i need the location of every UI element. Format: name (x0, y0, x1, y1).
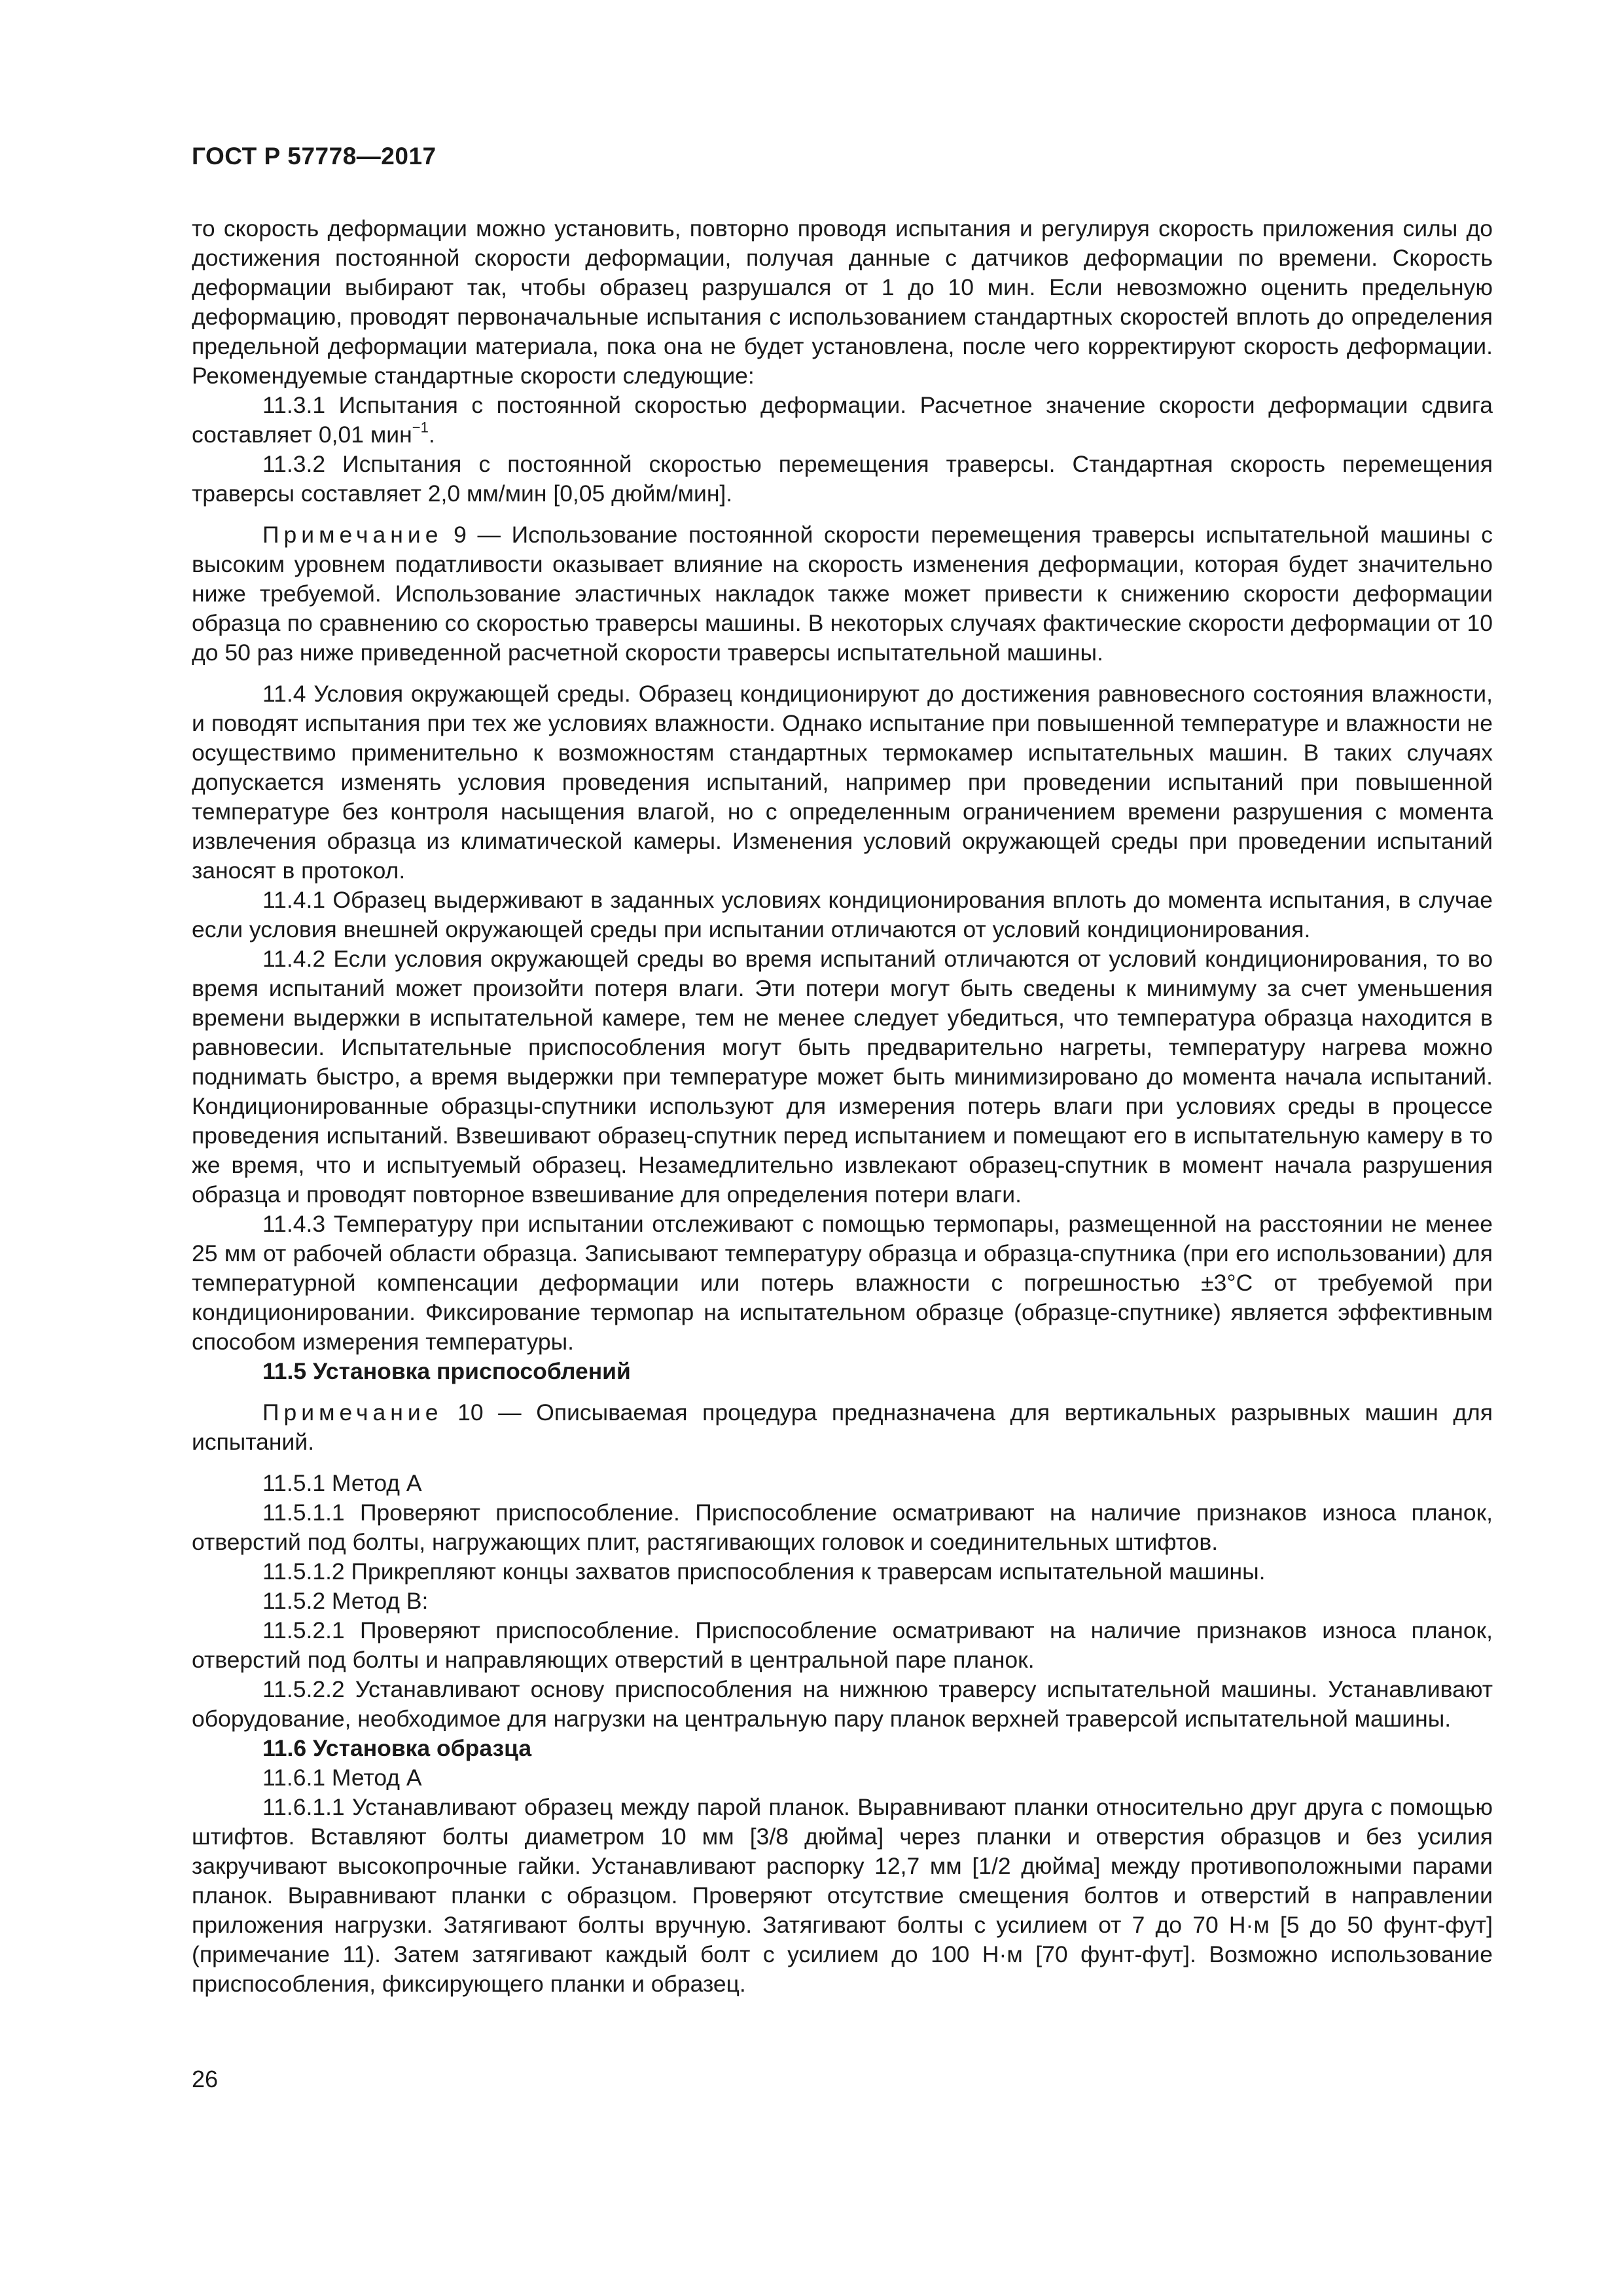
paragraph-11-4-3: 11.4.3 Температуру при испытании отслеживают с помощью термопары, размещенной на расстоянии не менее 25 мм от рабочей области образца. Записывают температуру образца и образца-спутника (при его использовании) для температурной компенсации деформации или потерь влажности с погрешностью ±3°С от требуемой при кондиционировании. Фиксирование термопар на испытательном образце (образце-спутнике) является эффективным способом измерения температуры. (192, 1211, 1493, 1355)
paragraph-11-5-1-1: 11.5.1.1 Проверяют приспособление. Приспособление осматривают на наличие признаков износа планок, отверстий под болты, нагружающих плит, растягивающих головок и соединительных штифтов. (192, 1499, 1493, 1555)
paragraph-11-6-1-1: 11.6.1.1 Устанавливают образец между парой планок. Выравнивают планки относительно друг друга с помощью штифтов. Вставляют болты диаметром 10 мм [3/8 дюйма] через планки и отверстия образцов и без усилия закручивают высокопрочные гайки. Устанавливают распорку 12,7 мм [1/2 дюйма] между противоположными парами планок. Выравнивают планки с образцом. Проверяют отсутствие смещения болтов и отверстий в направлении приложения нагрузки. Затягивают болты вручную. Затягивают болты с усилием от 7 до 70 Н·м [5 до 50 фунт-фут] (примечание 11). Затем затягивают каждый болт с усилием до 100 Н·м [70 фунт-фут]. Возможно использование приспособления, фиксирующего планки и образец. (192, 1794, 1493, 1997)
paragraph-11-5-2: 11.5.2 Метод В: (262, 1588, 429, 1614)
paragraph-end: . (428, 422, 435, 448)
page-number: 26 (192, 2066, 219, 2092)
paragraph-11-5-2-1: 11.5.2.1 Проверяют приспособление. Приспособление осматривают на наличие признаков износа планок, отверстий под болты и направляющих отверстий в центральной паре планок. (192, 1617, 1493, 1673)
section-heading-11-6: 11.6 Установка образца (262, 1735, 532, 1761)
section-heading-11-5: 11.5 Установка приспособлений (262, 1358, 631, 1384)
paragraph-11-4-2: 11.4.2 Если условия окружающей среды во время испытаний отличаются от условий кондиционирования, то во время испытаний может произойти потеря влаги. Эти потери могут быть сведены к минимуму за счет уменьшения времени выдержки в испытательной камере, тем не менее следует убедиться, что температура образца находится в равновесии. Испытательные приспособления могут быть предварительно нагреты, температуру нагрева можно поднимать быстро, а время выдержки при температуре может быть минимизировано до момента начала испытаний. Кондиционированные образцы-спутники используют для измерения потерь влаги при условиях среды в процессе проведения испытаний. Взвешивают образец-спутник перед испытанием и помещают его в испытательную камеру в то же время, что и испытуемый образец. Незамедлительно извлекают образец-спутник в момент начала разрушения образца и проводят повторное взвешивание для определения потери влаги. (192, 946, 1493, 1208)
superscript: −1 (412, 419, 429, 436)
document-body (192, 214, 1493, 1999)
paragraph: то скорость деформации можно установить, повторно проводя испытания и регулируя скорость приложения силы до достижения постоянной скорости деформации, получая данные с датчиков деформации по времени. Скорость деформации выбирают так, чтобы образец разрушался от 1 до 10 мин. Если невозможно оценить предельную деформацию, проводят первоначальные испытания с использованием стандартных скоростей вплоть до определения предельной деформации материала, пока она не будет установлена, после чего корректируют скорость деформации. Рекомендуемые стандартные скорости следующие: (192, 215, 1493, 389)
document-page (192, 144, 1493, 1999)
note-9 (192, 520, 1493, 668)
paragraph-11-4: 11.4 Условия окружающей среды. Образец кондиционируют до достижения равновесного состояния влажности, и поводят испытания при тех же условиях влажности. Однако испытание при повышенной температуре и влажности не осуществимо применительно к возможностям стандартных термокамер испытательных машин. В таких случаях допускается изменять условия проведения испытаний, например при проведении испытаний при повышенной температуре без контроля насыщения влагой, но с определенным ограничением времени разрушения с момента извлечения образца из климатической камеры. Изменения условий окружающей среды при проведении испытаний заносят в протокол. (192, 681, 1493, 884)
paragraph-text: 11.3.1 Испытания с постоянной скоростью деформации. Расчетное значение скорости деформации сдвига составляет 0,01 мин (192, 392, 1493, 448)
paragraph-11-4-1: 11.4.1 Образец выдерживают в заданных условиях кондиционирования вплоть до момента испытания, в случае если условия внешней окружающей среды при испытании отличаются от условий кондиционирования. (192, 887, 1493, 942)
paragraph-11-5-1-2: 11.5.1.2 Прикрепляют концы захватов приспособления к траверсам испытательной машины. (262, 1558, 1266, 1585)
note-label: Примечание (262, 1399, 443, 1426)
paragraph-11-3-2: 11.3.2 Испытания с постоянной скоростью перемещения траверсы. Стандартная скорость перемещения траверсы составляет 2,0 мм/мин [0,05 дюйм/мин]. (192, 451, 1493, 507)
note-text: 9 — Использование постоянной скорости перемещения траверсы испытательной машины с высоким уровнем податливости оказывает влияние на скорость изменения деформации, которая будет значительно ниже требуемой. Использование эластичных накладок также может привести к снижению скорости деформации образца по сравнению со скоростью траверсы машины. В некоторых случаях фактические скорости деформации от 10 до 50 раз ниже приведенной расчетной скорости траверсы испытательной машины. (192, 522, 1493, 666)
note-text: 10 — Описываемая процедура предназначена для вертикальных разрывных машин для испытаний. (192, 1399, 1493, 1455)
paragraph-11-5-2-2: 11.5.2.2 Устанавливают основу приспособления на нижнюю траверсу испытательной машины. Устанавливают оборудование, необходимое для нагрузки на центральную пару планок верхней траверсой испытательной машины. (192, 1676, 1493, 1732)
paragraph-11-6-1: 11.6.1 Метод А (262, 1765, 422, 1791)
document-header: ГОСТ Р 57778—2017 (192, 143, 437, 170)
note-label: Примечание (262, 522, 443, 548)
paragraph-11-5-1: 11.5.1 Метод А (262, 1470, 422, 1496)
note-10 (192, 1398, 1493, 1457)
paragraph-11-3-1 (192, 391, 1493, 450)
